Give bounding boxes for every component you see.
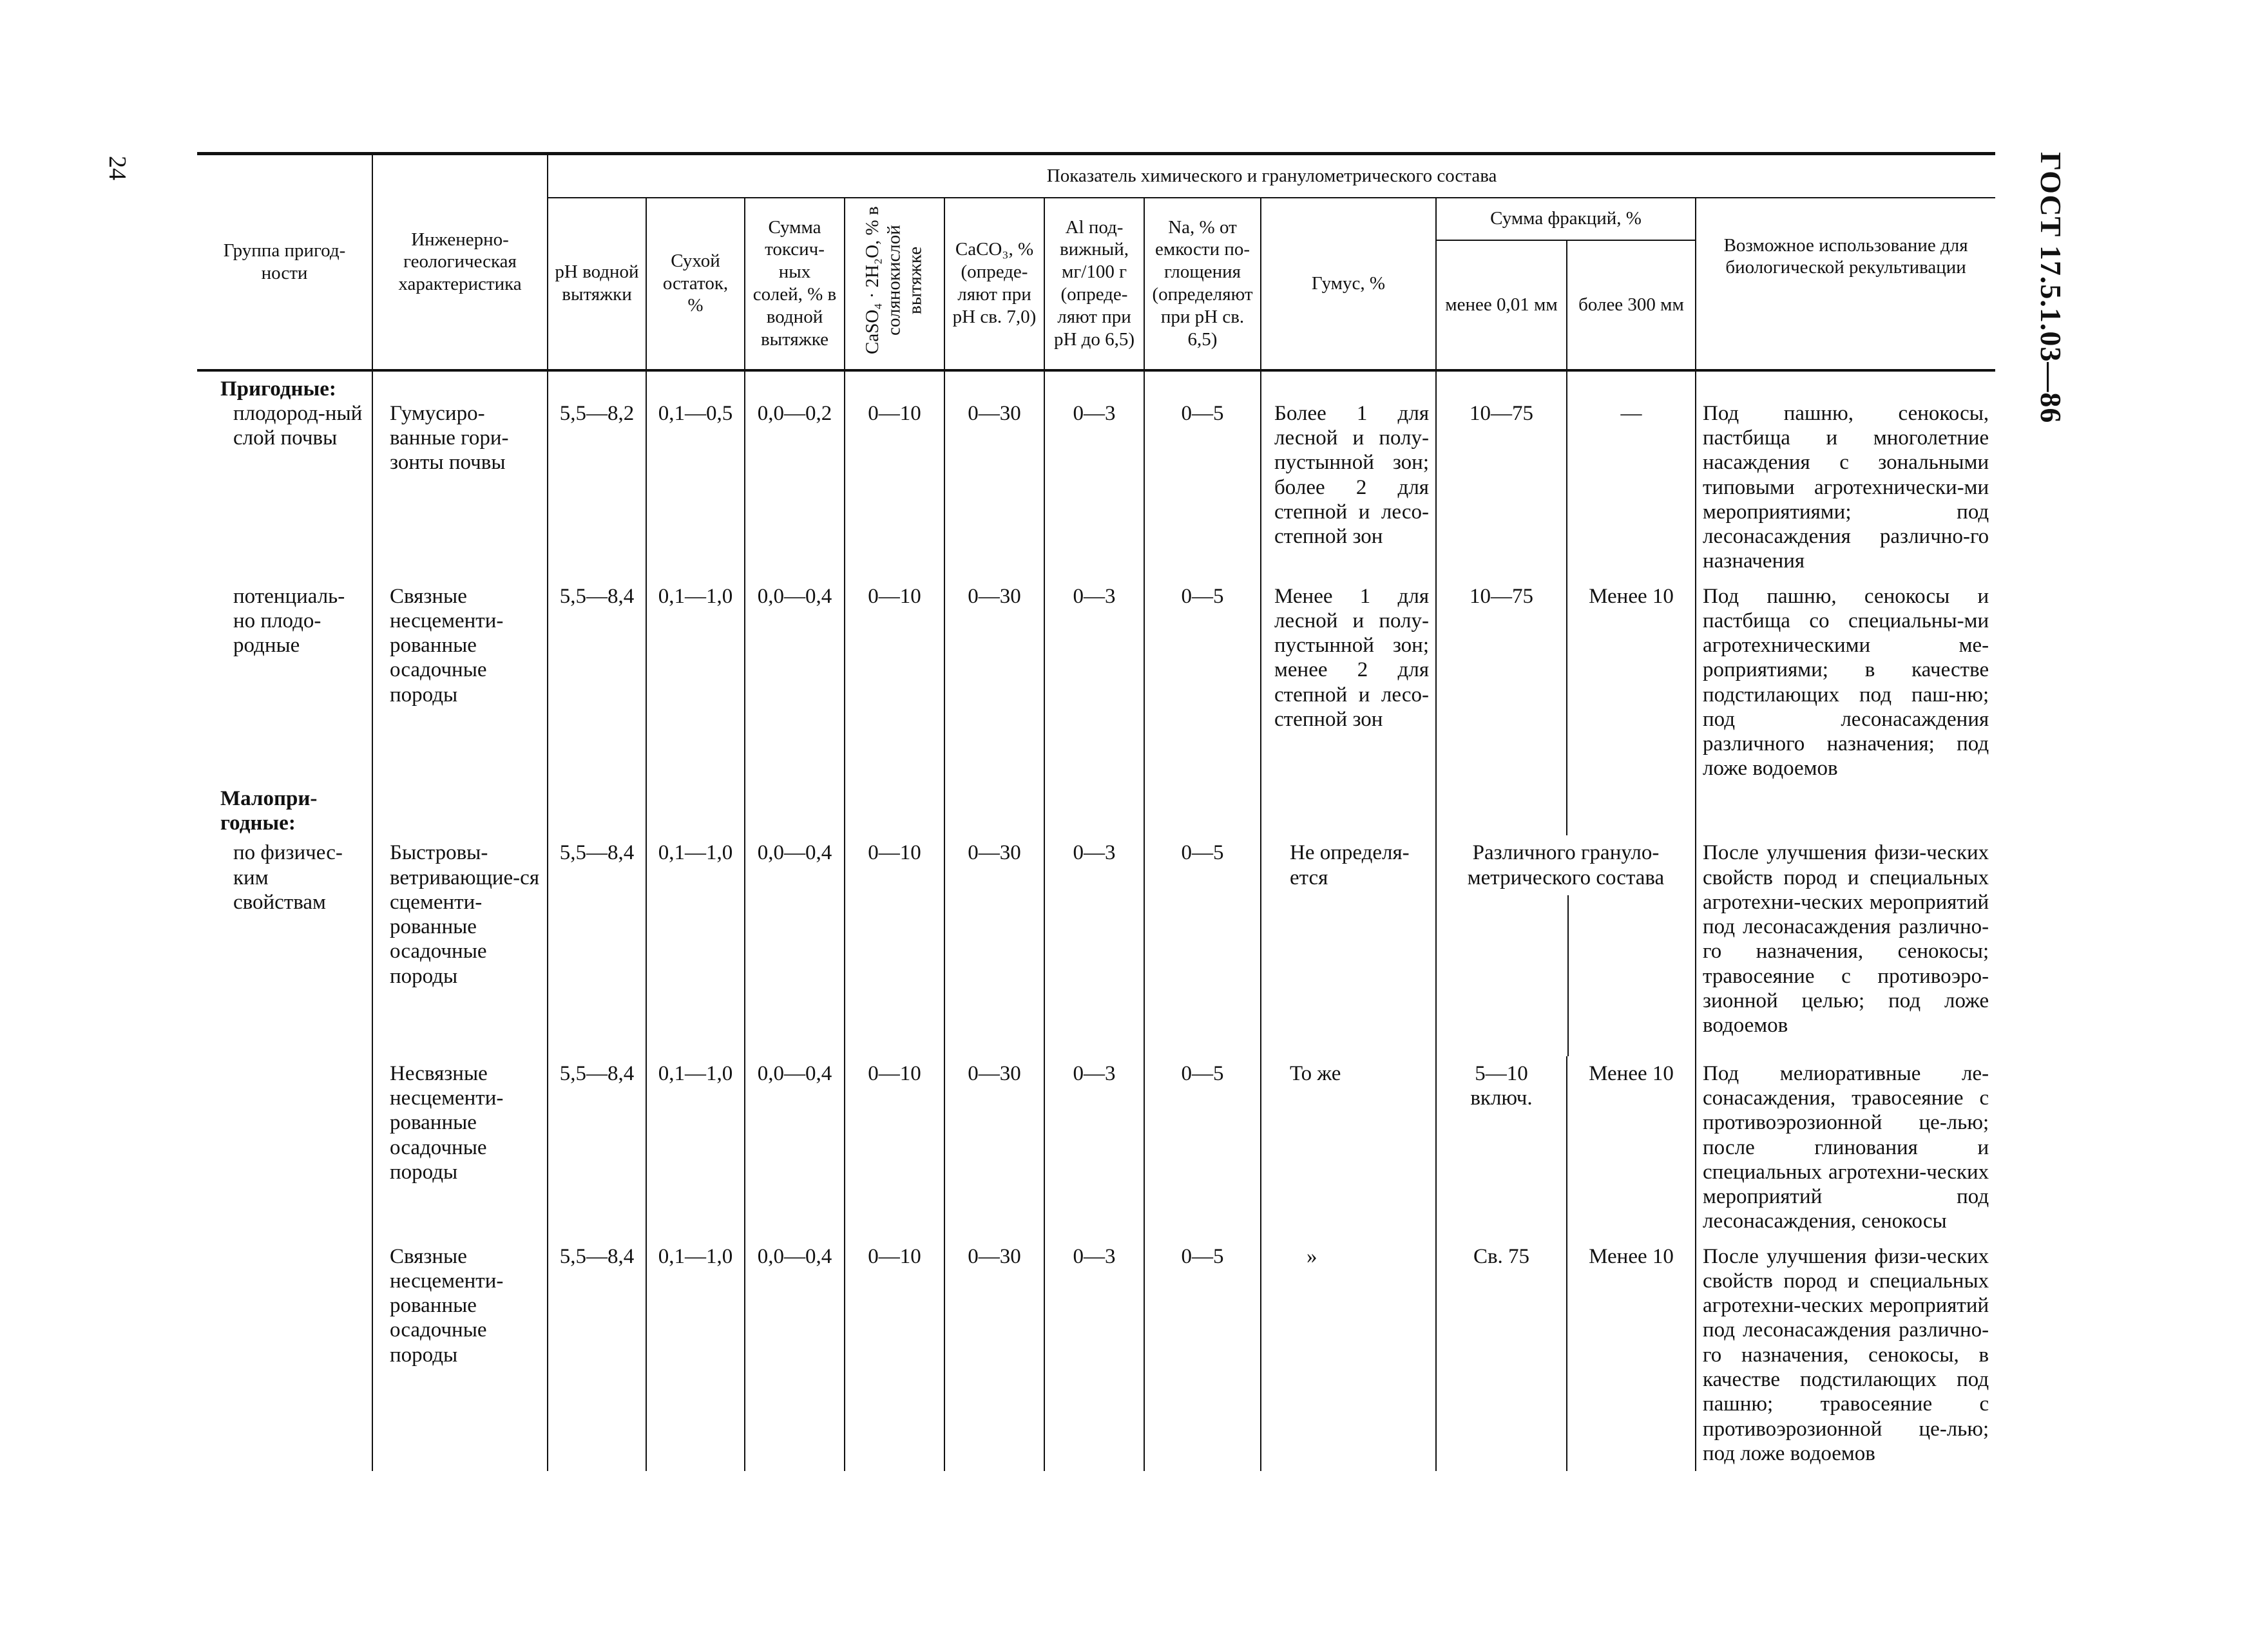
cell-ph: 5,5—8,4 [548, 579, 646, 786]
cell-caco3: 0—30 [944, 579, 1044, 786]
cell-less: 10—75 [1436, 401, 1567, 579]
gost-table [197, 152, 1995, 1471]
header-caso4 [845, 198, 944, 370]
header-na: Na, % от емкости по-глощения (определяют при pH св. 6,5) [1144, 198, 1261, 370]
cell-use: Под пашню, сенокосы и пастбища со специальны-ми агротехническими ме-роприятиями; в качестве подстилающих под паш-ню; под лесонасаждения различного назначения; под ложе водоемов [1696, 579, 1995, 786]
cell-less: Св. 75 [1436, 1239, 1567, 1471]
cell-na: 0—5 [1144, 1056, 1261, 1239]
page-number: 24 [104, 156, 131, 180]
cell-engineering: Гумусиро-ванные гори-зонты почвы [372, 401, 548, 579]
cell-caco3: 0—30 [944, 401, 1044, 579]
cell-ph: 5,5—8,4 [548, 835, 646, 1056]
cell-more: Менее 10 [1567, 1239, 1696, 1471]
cell-al: 0—3 [1044, 835, 1144, 1056]
cell-humus: То же [1261, 1056, 1436, 1239]
cell-more: — [1567, 401, 1696, 579]
header-dry-residue: Сухой остаток, % [646, 198, 745, 370]
cell-al: 0—3 [1044, 1239, 1144, 1471]
group-potential: потенциаль-но плодо-родные [233, 584, 345, 658]
table-row [197, 370, 1995, 401]
cell-al: 0—3 [1044, 1056, 1144, 1239]
cell-dry: 0,1—1,0 [646, 1056, 745, 1239]
table-row [197, 786, 1995, 836]
cell-caso4: 0—10 [845, 1056, 944, 1239]
cell-engineering: Связные несцементи-рованные осадочные породы [372, 579, 548, 786]
header-group: Группа пригод-ности [197, 154, 372, 370]
cell-ph: 5,5—8,2 [548, 401, 646, 579]
header-engineering: Инженерно-геологическая характеристика [372, 154, 548, 370]
header-al: Al под-вижный, мг/100 г (опреде-ляют при pH до 6,5) [1044, 198, 1144, 370]
cell-al: 0—3 [1044, 401, 1144, 579]
cell-engineering: Быстровы-ветривающие-ся сцементи-рованные осадочные породы [372, 835, 548, 1056]
group-suitable-title: Пригодные: [220, 377, 336, 401]
cell-caso4: 0—10 [845, 835, 944, 1056]
table-row [197, 1239, 1995, 1471]
cell-less: 5—10 включ. [1436, 1056, 1567, 1239]
cell-al: 0—3 [1044, 579, 1144, 786]
cell-use: После улучшения физи-ческих свойств пород и специальных агротехни-ческих мероприятий под лесонасаждения различно-го назначения, сенокосы; травосеяние с противоэро-зионной целью; под ложе водоемов [1696, 835, 1995, 1056]
group-fertile-layer: плодород-ный слой почвы [233, 401, 363, 450]
cell-humus: Более 1 для лесной и полу-пустынной зон; более 2 для степной и лесо-степной зон [1261, 401, 1436, 579]
cell-caso4: 0—10 [845, 1239, 944, 1471]
cell-caso4: 0—10 [845, 401, 944, 579]
cell-ph: 5,5—8,4 [548, 1239, 646, 1471]
header-caco3: CaCO₃, % (опреде-ляют при pH св. 7,0) [944, 198, 1044, 370]
cell-caso4: 0—10 [845, 579, 944, 786]
cell-humus: » [1261, 1239, 1436, 1471]
header-composition: Показатель химического и гранулометрического состава [548, 154, 1995, 198]
table-header [197, 154, 1995, 370]
cell-dry: 0,1—1,0 [646, 835, 745, 1056]
cell-dry: 0,1—0,5 [646, 401, 745, 579]
cell-na: 0—5 [1144, 579, 1261, 786]
header-ph: pH водной вытяжки [548, 198, 646, 370]
header-toxic-salts: Сумма токсич-ных солей, % в водной вытяжке [745, 198, 845, 370]
group-low-title: Малопри-годные: [220, 786, 318, 835]
cell-na: 0—5 [1144, 401, 1261, 579]
header-use: Возможное использование для биологической рекультивации [1696, 198, 1995, 370]
document-code: ГОСТ 17.5.1.03—86 [2035, 152, 2067, 424]
header-humus: Гумус, % [1261, 198, 1436, 370]
cell-use: Под пашню, сенокосы, пастбища и многолетние насаждения с зональными типовыми агротехнически-ми мероприятиями; под лесонасаждения различно-го назначения [1696, 401, 1995, 579]
table-row [197, 579, 1995, 786]
header-more-300: более 300 мм [1567, 240, 1696, 370]
cell-toxic: 0,0—0,2 [745, 401, 845, 579]
header-caso4-text: CaSO₄ · 2H₂O, % в солянокислой вытяжке [862, 206, 926, 355]
table-row [197, 401, 1995, 579]
cell-humus: Менее 1 для лесной и полу-пустынной зон; менее 2 для степной и лесо-степной зон [1261, 579, 1436, 786]
cell-toxic: 0,0—0,4 [745, 1239, 845, 1471]
cell-na: 0—5 [1144, 1239, 1261, 1471]
fraction-divider [1567, 895, 1695, 1056]
cell-toxic: 0,0—0,4 [745, 1056, 845, 1239]
cell-more: Менее 10 [1567, 579, 1696, 786]
cell-toxic: 0,0—0,4 [745, 579, 845, 786]
cell-use: После улучшения физи-ческих свойств пород и специальных агротехни-ческих мероприятий под лесонасаждения различно-го назначения, сенокосы, в качестве подстилающих под пашню; травосеяние с противоэрозионной це-лью; под ложе водоемов [1696, 1239, 1995, 1471]
cell-less: 10—75 [1436, 579, 1567, 786]
header-fractions: Сумма фракций, % [1436, 198, 1696, 240]
cell-dry: 0,1—1,0 [646, 1239, 745, 1471]
table-row [197, 1056, 1995, 1239]
cell-use: Под мелиоративные ле-сонасаждения, травосеяние с противоэрозионной це-лью; после глинования и специальных агротехни-ческих мероприятий под лесонасаждения, сенокосы [1696, 1056, 1995, 1239]
header-less-001: менее 0,01 мм [1436, 240, 1567, 370]
cell-engineering: Связные несцементи-рованные осадочные породы [372, 1239, 548, 1471]
cell-dry: 0,1—1,0 [646, 579, 745, 786]
cell-ph: 5,5—8,4 [548, 1056, 646, 1239]
cell-more: Менее 10 [1567, 1056, 1696, 1239]
cell-engineering: Несвязные несцементи-рованные осадочные породы [372, 1056, 548, 1239]
cell-caco3: 0—30 [944, 1239, 1044, 1471]
group-physical: по физичес-ким свойствам [233, 841, 343, 914]
cell-fractions-merged: Различного грануло-метрического состава [1467, 841, 1665, 889]
cell-toxic: 0,0—0,4 [745, 835, 845, 1056]
cell-na: 0—5 [1144, 835, 1261, 1056]
table-row [197, 835, 1995, 1056]
cell-caco3: 0—30 [944, 835, 1044, 1056]
cell-caco3: 0—30 [944, 1056, 1044, 1239]
cell-humus: Не определя-ется [1261, 835, 1436, 1056]
table-body [197, 370, 1995, 1472]
